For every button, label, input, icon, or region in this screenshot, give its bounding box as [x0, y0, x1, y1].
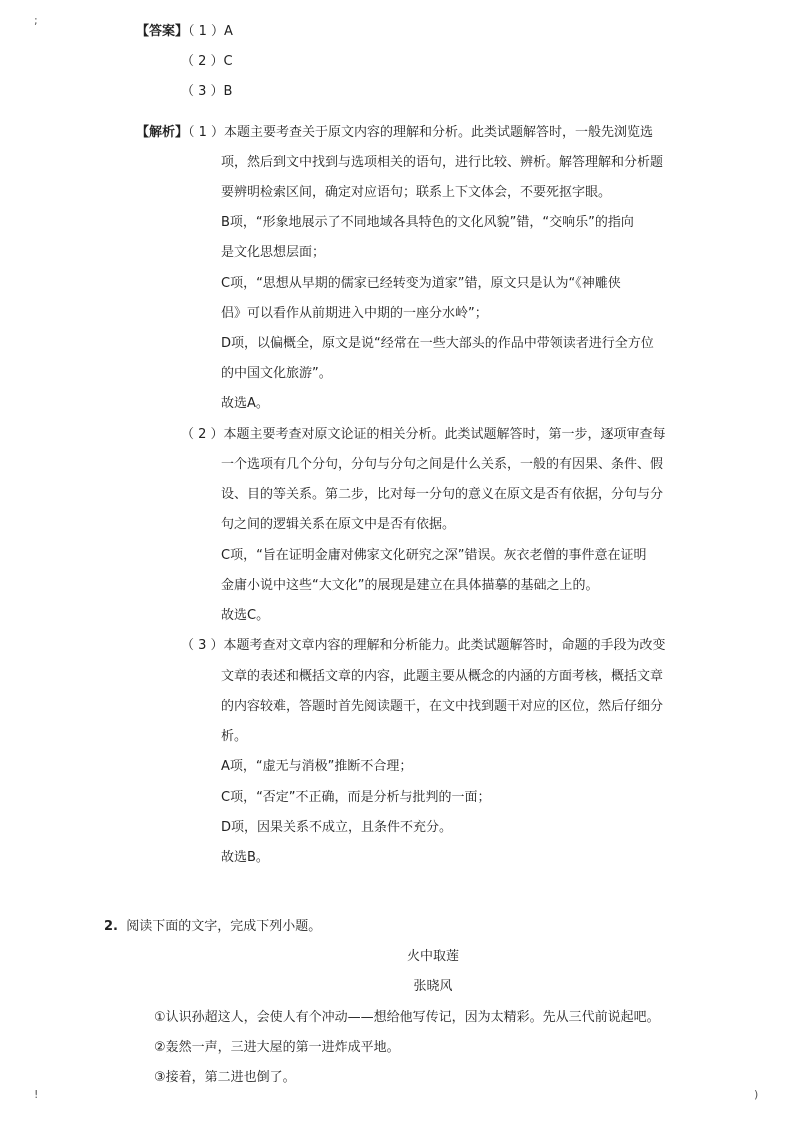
analysis-line: 句之间的逻辑关系在原文中是否有依据。 — [221, 517, 456, 532]
question-number: 2. — [104, 919, 118, 934]
answer-item: （ 2 ）C — [181, 54, 233, 69]
analysis-label: 【解析】 — [136, 125, 189, 140]
analysis-line: 的中国文化旅游”。 — [221, 366, 332, 381]
analysis-line: C项，“思想从早期的儒家已经转变为道家”错，原文只是认为“《神雕侠 — [221, 276, 621, 291]
analysis-line: D项，以偏概全，原文是说“经常在一些大部头的作品中带领读者进行全方位 — [221, 336, 654, 351]
analysis-line: A项，“虚无与消极”推断不合理； — [221, 759, 413, 774]
analysis-line: 文章的表述和概括文章的内容，此题主要从概念的内涵的方面考核，概括文章 — [221, 669, 664, 684]
margin-mark: ! — [34, 1088, 39, 1101]
analysis-line: 析。 — [221, 729, 248, 744]
analysis-line: 故选B。 — [221, 850, 269, 865]
margin-mark: ; — [34, 14, 38, 27]
analysis-line: 一个选项有几个分句，分句与分句之间是什么关系，一般的有因果、条件、假 — [221, 457, 664, 472]
analysis-line: （ 1 ）本题主要考查关于原文内容的理解和分析。此类试题解答时，一般先浏览选 — [188, 125, 654, 140]
analysis-line: 故选A。 — [221, 396, 269, 411]
analysis-line: 故选C。 — [221, 608, 270, 623]
passage-paragraph: ①认识孙超这人，会使人有个冲动——想给他写传记，因为太精彩。先从三代前说起吧。 — [154, 1010, 660, 1025]
analysis-line: 金庸小说中这些“大文化”的展现是建立在具体描摹的基础之上的。 — [221, 578, 599, 593]
answer-item: （ 3 ）B — [181, 84, 233, 99]
analysis-line: C项，“否定”不正确，而是分析与批判的一面； — [221, 790, 491, 805]
passage-author: 张晓风 — [413, 979, 453, 994]
analysis-line: 要辨明检索区间，确定对应语句；联系上下文体会，不要死抠字眼。 — [221, 185, 612, 200]
passage-paragraph: ③接着，第二进也倒了。 — [154, 1070, 296, 1085]
analysis-line: 项，然后到文中找到与选项相关的语句，进行比较、辨析。解答理解和分析题 — [221, 155, 664, 170]
analysis-line: D项，因果关系不成立，且条件不充分。 — [221, 820, 453, 835]
question-prompt: 阅读下面的文字，完成下列小题。 — [126, 919, 322, 934]
analysis-line: C项，“旨在证明金庸对佛家文化研究之深”错误。灰衣老僧的事件意在证明 — [221, 548, 647, 563]
passage-title: 火中取莲 — [406, 949, 459, 964]
margin-mark: ) — [754, 1088, 759, 1101]
analysis-line: （ 2 ）本题主要考查对原文论证的相关分析。此类试题解答时，第一步，逐项审查每 — [181, 427, 666, 442]
question-2-header — [104, 917, 321, 937]
answer-item: （ 1 ）A — [188, 24, 233, 39]
analysis-line: （ 3 ）本题考查对文章内容的理解和分析能力。此类试题解答时，命题的手段为改变 — [181, 638, 666, 653]
answer-line-1 — [136, 22, 233, 42]
analysis-line: 侣》可以看作从前期进入中期的一座分水岭”； — [221, 306, 488, 321]
passage-paragraph: ②轰然一声，三进大屋的第一进炸成平地。 — [154, 1040, 400, 1055]
analysis-first-line — [136, 123, 653, 143]
analysis-line: 设、目的等关系。第二步，比对每一分句的意义在原文是否有依据，分句与分 — [221, 487, 664, 502]
answer-label: 【答案】 — [136, 24, 189, 39]
analysis-line: 是文化思想层面； — [221, 245, 326, 260]
analysis-line: 的内容较难，答题时首先阅读题干，在文中找到题干对应的区位，然后仔细分 — [221, 699, 664, 714]
analysis-line: B项，“形象地展示了不同地域各具特色的文化风貌”错，“交响乐”的指向 — [221, 215, 634, 230]
